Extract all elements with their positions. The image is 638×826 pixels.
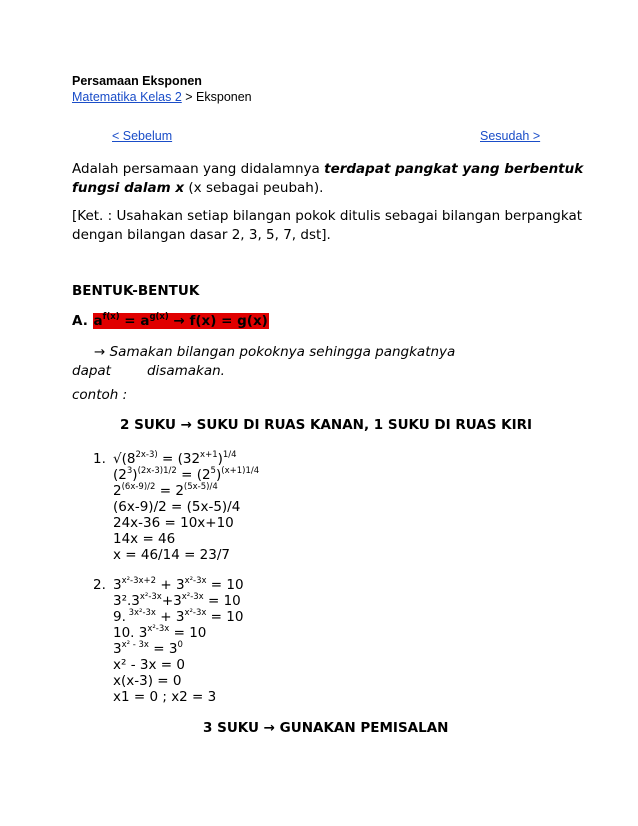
example-1-line-5: 24x-36 = 10x+10 [113,515,234,531]
prev-link[interactable]: < Sebelum [112,129,173,143]
example-2-number: 2. [93,577,106,593]
page-title: Persamaan Eksponen [72,74,202,88]
example-2-line-1: $3^{x^2-3x+2} + 3^{x^2-3x} = 10$ [113,576,244,593]
example-2-line-8: x1 = 0 ; x2 = 3 [113,689,217,705]
breadcrumb-separator: > [181,90,197,104]
example-2-line-5: $3^{x^2 - 3x} = 3^0$ [113,640,183,657]
breadcrumb [72,90,252,104]
rule-note-line-2a: dapat [72,363,111,379]
example-1-number: 1. [93,451,106,467]
example-1-line-7: x = 46/14 = 23/7 [113,547,230,563]
rule-note-line-2b: disamakan. [146,363,225,379]
subheading-3-suku: 3 SUKU → GUNAKAN PEMISALAN [203,720,449,736]
note-line-1: [Ket. : Usahakan setiap bilangan pokok ditulis sebagai bilangan berpangkat [72,208,583,224]
example-1-line-2: $(2^3)^{(2x-3)1/2} = (2^5)^{(x+1)1/4}$ [113,466,260,483]
example-2-line-7: x(x-3) = 0 [113,673,182,689]
example-1-line-4: (6x-9)/2 = (5x-5)/4 [113,499,241,515]
intro-text-2: (x sebagai peubah). [184,180,324,196]
contoh-label: contoh : [72,387,128,403]
intro-emphasis-2: fungsi dalam x [72,180,185,196]
example-2-line-2: $3^2.3^{x^2-3x}+3^{x^2-3x} = 10$ [113,592,241,609]
note-paragraph [72,207,582,245]
example-2-line-3: 9. $^{3x^2-3x} + 3^{x^2-3x} = 10$ [113,608,244,625]
example-2-line-4: 10. $3^{x^2-3x} = 10$ [113,624,207,641]
section-heading: BENTUK-BENTUK [72,283,200,299]
breadcrumb-current: Eksponen [196,90,252,104]
rule-note [72,343,455,381]
rule-note-line-1: → Samakan bilangan pokoknya sehingga pangkatnya [94,344,456,360]
note-line-2: dengan bilangan dasar 2, 3, 5, 7, dst]. [72,227,331,243]
example-1-line-6: 14x = 46 [113,531,176,547]
breadcrumb-link[interactable]: Matematika Kelas 2 [72,90,182,104]
rule-a [72,313,269,329]
next-link[interactable]: Sesudah > [480,129,541,143]
example-2-line-6: x² - 3x = 0 [113,657,185,673]
rule-a-formula: $a^{f(x)} = a^{g(x)} \to f(x) = g(x)$ [93,312,268,329]
rule-a-label: A. [72,313,88,329]
intro-text: Adalah persamaan yang didalamnya [72,161,325,177]
example-1-line-1: $√(8^{2x-3)} = (32^{x+1})^{1/4}$ [113,450,237,467]
example-1-line-3: $2^{(6x-9)/2} = 2^{(5x-5)/4}$ [113,482,218,499]
intro-paragraph [72,160,583,198]
intro-emphasis: terdapat pangkat yang berbentuk [324,161,584,177]
subheading-2-suku: 2 SUKU → SUKU DI RUAS KANAN, 1 SUKU DI RUAS KIRI [120,417,533,433]
